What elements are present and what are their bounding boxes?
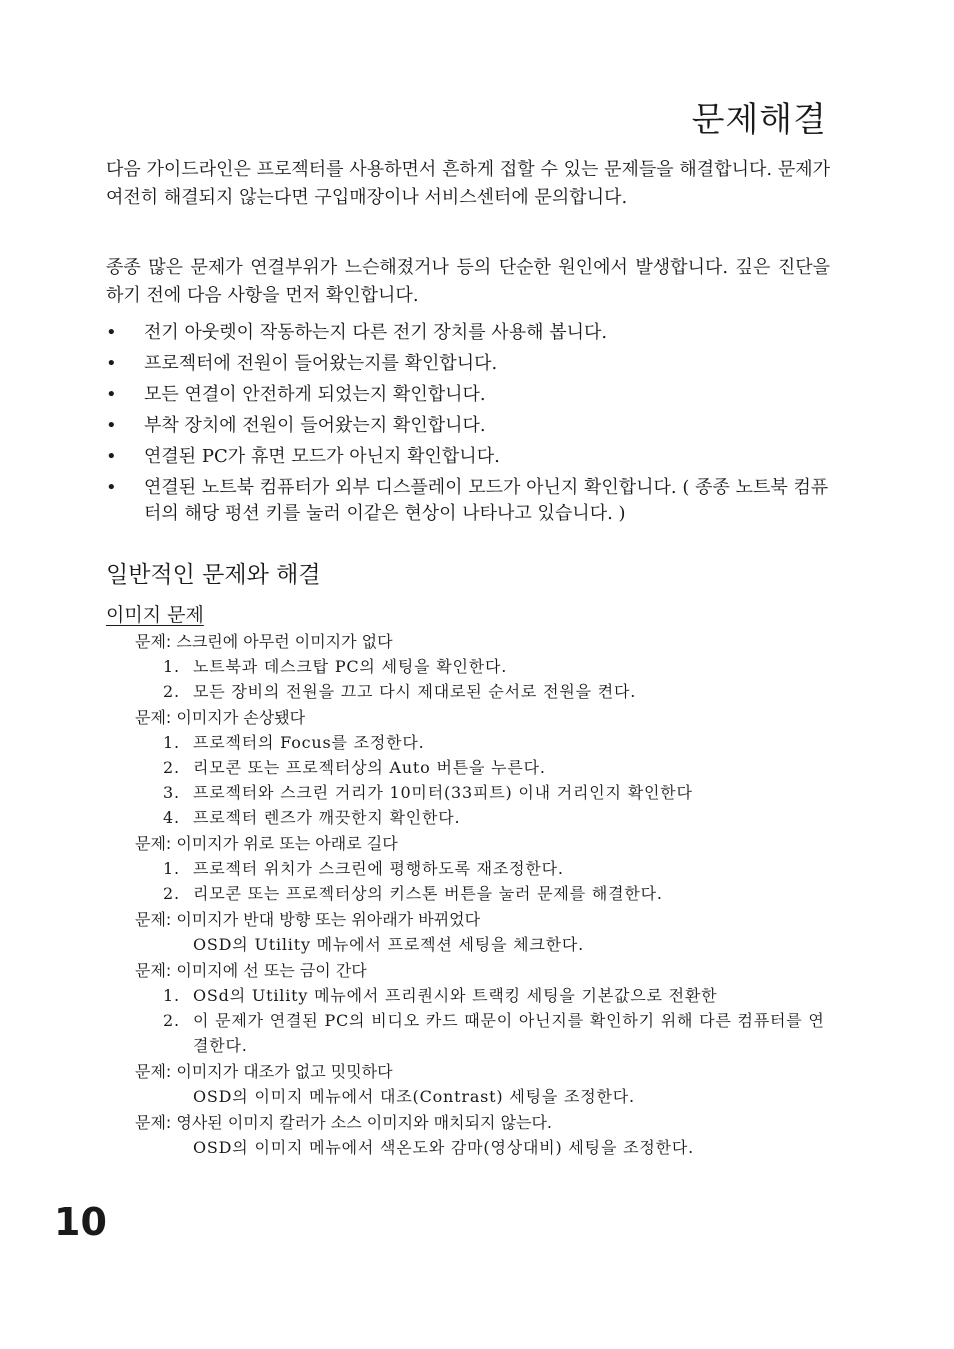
issue-note: OSD의 Utility 메뉴에서 프로젝션 세팅을 체크한다. — [193, 935, 585, 954]
issue-steps — [135, 654, 835, 704]
step-text: OSd의 Utility 메뉴에서 프리퀀시와 트랙킹 세팅을 기본값으로 전환한 — [193, 986, 718, 1005]
step — [135, 654, 835, 679]
issue-question: 문제: 이미지가 손상됐다 — [135, 708, 306, 727]
issue-question: 문제: 이미지가 위로 또는 아래로 길다 — [135, 834, 398, 853]
step — [135, 805, 835, 830]
step-text: 리모콘 또는 프로젝터상의 Auto 버튼을 누른다. — [193, 758, 546, 777]
step-number: 2. — [163, 758, 180, 777]
step-text: 프로젝터와 스크린 거리가 10미터(33피트) 이내 거리인지 확인한다 — [193, 783, 693, 802]
step — [135, 1008, 835, 1058]
issue-note: OSD의 이미지 메뉴에서 대조(Contrast) 세팅을 조정한다. — [193, 1087, 635, 1106]
issue-question: 문제: 영사된 이미지 칼러가 소스 이미지와 매치되지 않는다. — [135, 1113, 553, 1132]
step-number: 1. — [163, 986, 180, 1005]
step-number: 1. — [163, 657, 180, 676]
issue-item — [135, 959, 835, 1058]
step-number: 4. — [163, 808, 180, 827]
page-title: 문제해결 — [691, 100, 827, 140]
checklist-item: • 모든 연결이 안전하게 되었는지 확인합니다. — [106, 382, 830, 408]
step — [135, 881, 835, 906]
checklist-item: • 프로젝터에 전원이 들어왔는지를 확인합니다. — [106, 351, 830, 377]
step-text: 이 문제가 연결된 PC의 비디오 카드 때문이 아닌지를 확인하기 위해 다른 컴퓨터를 연결한다. — [193, 1011, 825, 1055]
intro-paragraph-1: 다음 가이드라인은 프로젝터를 사용하면서 흔하게 접할 수 있는 문제들을 해결합니다. 문제가 여전히 해결되지 않는다면 구입매장이나 서비스센터에 문의합니다. — [106, 159, 830, 208]
step — [135, 679, 835, 704]
step — [135, 780, 835, 805]
checklist-item: • 부착 장치에 전원이 들어왔는지 확인합니다. — [106, 413, 830, 439]
step-number: 1. — [163, 733, 180, 752]
step — [135, 730, 835, 755]
step — [135, 755, 835, 780]
issue-note: OSD의 이미지 메뉴에서 색온도와 감마(영상대비) 세팅을 조정한다. — [193, 1138, 694, 1157]
issue-item — [135, 706, 835, 830]
section-heading: 일반적인 문제와 해결 — [106, 562, 321, 588]
issue-question: 문제: 이미지에 선 또는 금이 간다 — [135, 961, 367, 980]
step — [135, 983, 835, 1008]
step-number: 2. — [163, 682, 180, 701]
step-text: 리모콘 또는 프로젝터상의 키스톤 버튼을 눌러 문제를 해결한다. — [193, 884, 663, 903]
step-text: 프로젝터 위치가 스크린에 평행하도록 재조정한다. — [193, 859, 564, 878]
step-text: 모든 장비의 전원을 끄고 다시 제대로된 순서로 전원을 켠다. — [193, 682, 637, 701]
checklist-item: • 전기 아웃렛이 작동하는지 다른 전기 장치를 사용해 봅니다. — [106, 320, 830, 346]
issue-item — [135, 832, 835, 906]
step-text: 프로젝터 렌즈가 깨끗한지 확인한다. — [193, 808, 461, 827]
issue-steps — [135, 730, 835, 830]
issue-steps — [135, 856, 835, 906]
step-text: 프로젝터의 Focus를 조정한다. — [193, 733, 425, 752]
page-number: 10 — [54, 1200, 107, 1244]
issue-item — [135, 1060, 835, 1109]
step-number: 1. — [163, 859, 180, 878]
subsection-heading: 이미지 문제 — [106, 604, 204, 626]
issue-item — [135, 908, 835, 957]
step-number: 2. — [163, 884, 180, 903]
issue-item — [135, 1111, 835, 1160]
issue-question: 문제: 이미지가 반대 방향 또는 위아래가 바뀌었다 — [135, 910, 481, 929]
issue-question: 문제: 이미지가 대조가 없고 밋밋하다 — [135, 1062, 393, 1081]
checklist-item: • 연결된 PC가 휴면 모드가 아닌지 확인합니다. — [106, 444, 830, 470]
issue-list — [135, 630, 835, 1162]
issue-steps — [135, 983, 835, 1058]
checklist — [106, 320, 830, 532]
checklist-item: • 연결된 노트북 컴퓨터가 외부 디스플레이 모드가 아닌지 확인합니다. ( 종종 노트북 컴퓨터의 해당 펑션 키를 눌러 이같은 현상이 나타나고 있습니다. ) — [106, 475, 830, 527]
issue-item — [135, 630, 835, 704]
step-number: 2. — [163, 1011, 180, 1030]
step-number: 3. — [163, 783, 180, 802]
issue-question: 문제: 스크린에 아무런 이미지가 없다 — [135, 632, 393, 651]
intro-paragraph-2: 종종 많은 문제가 연결부위가 느슨해졌거나 등의 단순한 원인에서 발생합니다. 깊은 진단을 하기 전에 다음 사항을 먼저 확인합니다. — [106, 257, 830, 306]
step — [135, 856, 835, 881]
step-text: 노트북과 데스크탑 PC의 세팅을 확인한다. — [193, 657, 508, 676]
